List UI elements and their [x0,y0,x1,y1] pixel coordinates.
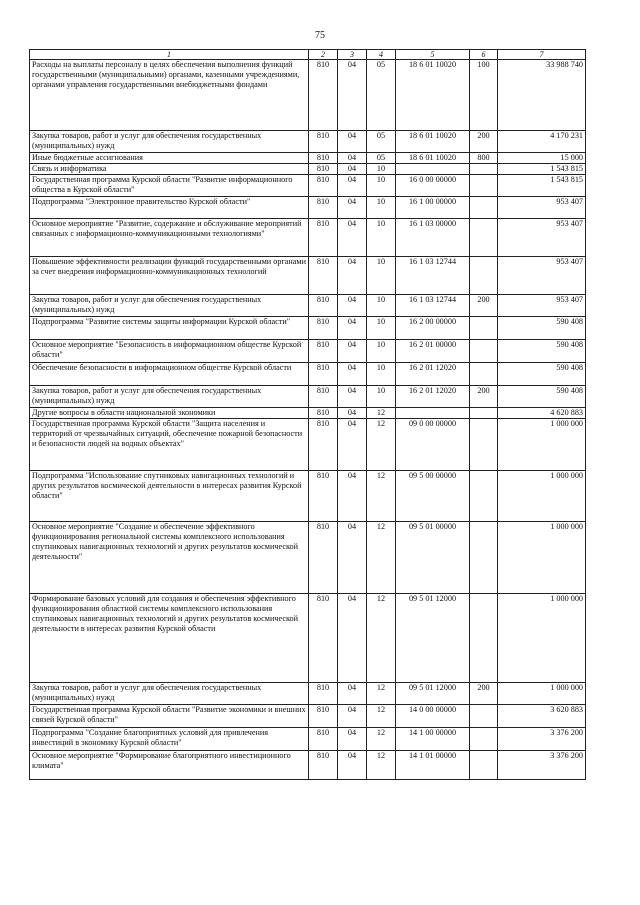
subsection-code: 10 [367,340,396,363]
subsection-code: 12 [367,705,396,728]
subsection-code: 10 [367,164,396,175]
amount: 590 408 [498,317,586,340]
amount: 590 408 [498,386,586,408]
subsection-code: 05 [367,131,396,153]
section-code: 04 [338,683,367,705]
row-name: Другие вопросы в области национальной экономики [30,408,309,419]
subsection-code: 10 [367,386,396,408]
ministry-code: 810 [309,728,338,751]
section-code: 04 [338,131,367,153]
subsection-code: 05 [367,153,396,164]
table-row [30,257,586,295]
expense-type-code: 800 [470,153,498,164]
subsection-code: 10 [367,317,396,340]
row-name: Закупка товаров, работ и услуг для обеспечения государственных (муниципальных) нужд [30,683,309,705]
ministry-code: 810 [309,471,338,522]
table-row [30,386,586,408]
section-code: 04 [338,257,367,295]
section-code: 04 [338,295,367,317]
amount: 953 407 [498,219,586,257]
expense-type-code: 200 [470,386,498,408]
section-code: 04 [338,471,367,522]
amount: 3 376 200 [498,751,586,780]
subsection-code: 12 [367,522,396,594]
table-row [30,751,586,780]
ministry-code: 810 [309,153,338,164]
target-article-code: 16 1 03 12744 [396,257,470,295]
subsection-code: 10 [367,257,396,295]
ministry-code: 810 [309,419,338,471]
expense-type-code [470,257,498,295]
ministry-code: 810 [309,363,338,386]
table-row [30,164,586,175]
expense-type-code [470,705,498,728]
ministry-code: 810 [309,705,338,728]
amount: 1 543 815 [498,164,586,175]
amount: 590 408 [498,340,586,363]
section-code: 04 [338,197,367,219]
column-header: 7 [498,50,586,60]
amount: 4 170 231 [498,131,586,153]
expense-type-code: 100 [470,60,498,131]
section-code: 04 [338,340,367,363]
table-row [30,317,586,340]
row-name: Основное мероприятие "Безопасность в информационном обществе Курской области" [30,340,309,363]
ministry-code: 810 [309,295,338,317]
row-name: Связь и информатика [30,164,309,175]
row-name: Государственная программа Курской области "Защита населения и территорий от чрезвычайных ситуаций, обеспечение пожарной безопасности и безопасности людей на водных объектах" [30,419,309,471]
subsection-code: 05 [367,60,396,131]
ministry-code: 810 [309,131,338,153]
expense-type-code: 200 [470,295,498,317]
target-article-code: 09 5 01 12000 [396,683,470,705]
table-row [30,408,586,419]
table-row [30,219,586,257]
target-article-code: 16 2 01 12020 [396,363,470,386]
row-name: Основное мероприятие "Создание и обеспечение эффективного функционирования региональной системы комплексного использования спутниковых навигационных технологий и других результатов космической деятельности" [30,522,309,594]
table-row [30,131,586,153]
target-article-code: 14 1 01 00000 [396,751,470,780]
table-row [30,419,586,471]
subsection-code: 12 [367,751,396,780]
expense-type-code [470,594,498,683]
ministry-code: 810 [309,340,338,363]
subsection-code: 10 [367,197,396,219]
row-name: Основное мероприятие "Формирование благоприятного инвестиционного климата" [30,751,309,780]
table-row [30,175,586,197]
subsection-code: 10 [367,219,396,257]
table-row [30,594,586,683]
column-header: 2 [309,50,338,60]
table-body [30,60,586,780]
ministry-code: 810 [309,197,338,219]
section-code: 04 [338,164,367,175]
subsection-code: 10 [367,363,396,386]
ministry-code: 810 [309,317,338,340]
subsection-code: 12 [367,728,396,751]
amount: 953 407 [498,197,586,219]
expense-type-code [470,471,498,522]
expense-type-code [470,522,498,594]
table-row [30,705,586,728]
table-row [30,295,586,317]
expense-type-code [470,751,498,780]
target-article-code: 18 6 01 10020 [396,60,470,131]
expense-type-code [470,408,498,419]
row-name: Закупка товаров, работ и услуг для обеспечения государственных (муниципальных) нужд [30,295,309,317]
amount: 1 543 815 [498,175,586,197]
subsection-code: 12 [367,594,396,683]
section-code: 04 [338,386,367,408]
amount: 4 620 883 [498,408,586,419]
row-name: Формирование базовых условий для создания и обеспечения эффективного функционирования областной системы комплексного использования спутниковых навигационных технологий и других результатов космической деятельности в интересах развития Курской области [30,594,309,683]
row-name: Закупка товаров, работ и услуг для обеспечения государственных (муниципальных) нужд [30,131,309,153]
amount: 590 408 [498,363,586,386]
row-name: Иные бюджетные ассигнования [30,153,309,164]
target-article-code: 16 2 00 00000 [396,317,470,340]
section-code: 04 [338,751,367,780]
ministry-code: 810 [309,60,338,131]
amount: 33 988 740 [498,60,586,131]
expense-type-code [470,197,498,219]
table-row [30,728,586,751]
target-article-code: 09 0 00 00000 [396,419,470,471]
subsection-code: 12 [367,419,396,471]
amount: 1 000 000 [498,522,586,594]
page-number: 75 [315,30,325,41]
table-row [30,340,586,363]
amount: 1 000 000 [498,683,586,705]
section-code: 04 [338,522,367,594]
table-row [30,60,586,131]
target-article-code: 16 2 01 12020 [396,386,470,408]
ministry-code: 810 [309,594,338,683]
expense-type-code [470,175,498,197]
row-name: Подпрограмма "Создание благоприятных условий для привлечения инвестиций в экономику Курской области" [30,728,309,751]
expense-type-code [470,340,498,363]
section-code: 04 [338,219,367,257]
section-code: 04 [338,153,367,164]
amount: 953 407 [498,295,586,317]
column-header: 5 [396,50,470,60]
expense-type-code [470,419,498,471]
amount: 3 620 883 [498,705,586,728]
row-name: Расходы на выплаты персоналу в целях обеспечения выполнения функций государственными (муниципальными) органами, казенными учреждениями, органами управления государственными внебюджетными фондами [30,60,309,131]
section-code: 04 [338,594,367,683]
ministry-code: 810 [309,522,338,594]
table-header-row [30,50,586,60]
subsection-code: 10 [367,175,396,197]
section-code: 04 [338,419,367,471]
expense-type-code [470,219,498,257]
subsection-code: 12 [367,683,396,705]
subsection-code: 12 [367,471,396,522]
ministry-code: 810 [309,257,338,295]
row-name: Государственная программа Курской области "Развитие экономики и внешних связей Курской области" [30,705,309,728]
row-name: Закупка товаров, работ и услуг для обеспечения государственных (муниципальных) нужд [30,386,309,408]
ministry-code: 810 [309,175,338,197]
target-article-code: 09 5 01 00000 [396,522,470,594]
target-article-code: 09 5 00 00000 [396,471,470,522]
target-article-code: 16 1 00 00000 [396,197,470,219]
section-code: 04 [338,705,367,728]
ministry-code: 810 [309,386,338,408]
column-header: 3 [338,50,367,60]
target-article-code: 09 5 01 12000 [396,594,470,683]
target-article-code: 14 1 00 00000 [396,728,470,751]
amount: 1 000 000 [498,471,586,522]
expense-type-code [470,164,498,175]
row-name: Подпрограмма "Электронное правительство Курской области" [30,197,309,219]
target-article-code: 16 2 01 00000 [396,340,470,363]
table-row [30,683,586,705]
section-code: 04 [338,408,367,419]
subsection-code: 12 [367,408,396,419]
target-article-code: 18 6 01 10020 [396,153,470,164]
section-code: 04 [338,363,367,386]
column-header: 4 [367,50,396,60]
subsection-code: 10 [367,295,396,317]
column-header: 6 [470,50,498,60]
row-name: Государственная программа Курской области "Развитие информационного общества в Курской области" [30,175,309,197]
target-article-code: 18 6 01 10020 [396,131,470,153]
amount: 3 376 200 [498,728,586,751]
target-article-code: 16 1 03 00000 [396,219,470,257]
amount: 15 000 [498,153,586,164]
row-name: Подпрограмма "Развитие системы защиты информации Курской области" [30,317,309,340]
ministry-code: 810 [309,683,338,705]
row-name: Подпрограмма "Использование спутниковых навигационных технологий и других результатов космической деятельности в интересах развития Курской области" [30,471,309,522]
section-code: 04 [338,317,367,340]
section-code: 04 [338,175,367,197]
table-row [30,363,586,386]
row-name: Основное мероприятие "Развитие, содержание и обслуживание мероприятий связанных с информационно-коммуникационными технологиями" [30,219,309,257]
budget-table [29,49,586,780]
table-row [30,153,586,164]
column-header: 1 [30,50,309,60]
expense-type-code: 200 [470,131,498,153]
table-row [30,471,586,522]
amount: 1 000 000 [498,419,586,471]
section-code: 04 [338,728,367,751]
target-article-code: 14 0 00 00000 [396,705,470,728]
target-article-code [396,164,470,175]
expense-type-code: 200 [470,683,498,705]
section-code: 04 [338,60,367,131]
amount: 1 000 000 [498,594,586,683]
row-name: Повышение эффективности реализации функций государственными органами за счет внедрения информационно-коммуникационных технологий [30,257,309,295]
expense-type-code [470,728,498,751]
target-article-code: 16 0 00 00000 [396,175,470,197]
target-article-code [396,408,470,419]
ministry-code: 810 [309,164,338,175]
row-name: Обеспечение безопасности в информационном обществе Курской области [30,363,309,386]
ministry-code: 810 [309,219,338,257]
target-article-code: 16 1 03 12744 [396,295,470,317]
table-row [30,522,586,594]
table-row [30,197,586,219]
expense-type-code [470,317,498,340]
amount: 953 407 [498,257,586,295]
ministry-code: 810 [309,408,338,419]
ministry-code: 810 [309,751,338,780]
expense-type-code [470,363,498,386]
